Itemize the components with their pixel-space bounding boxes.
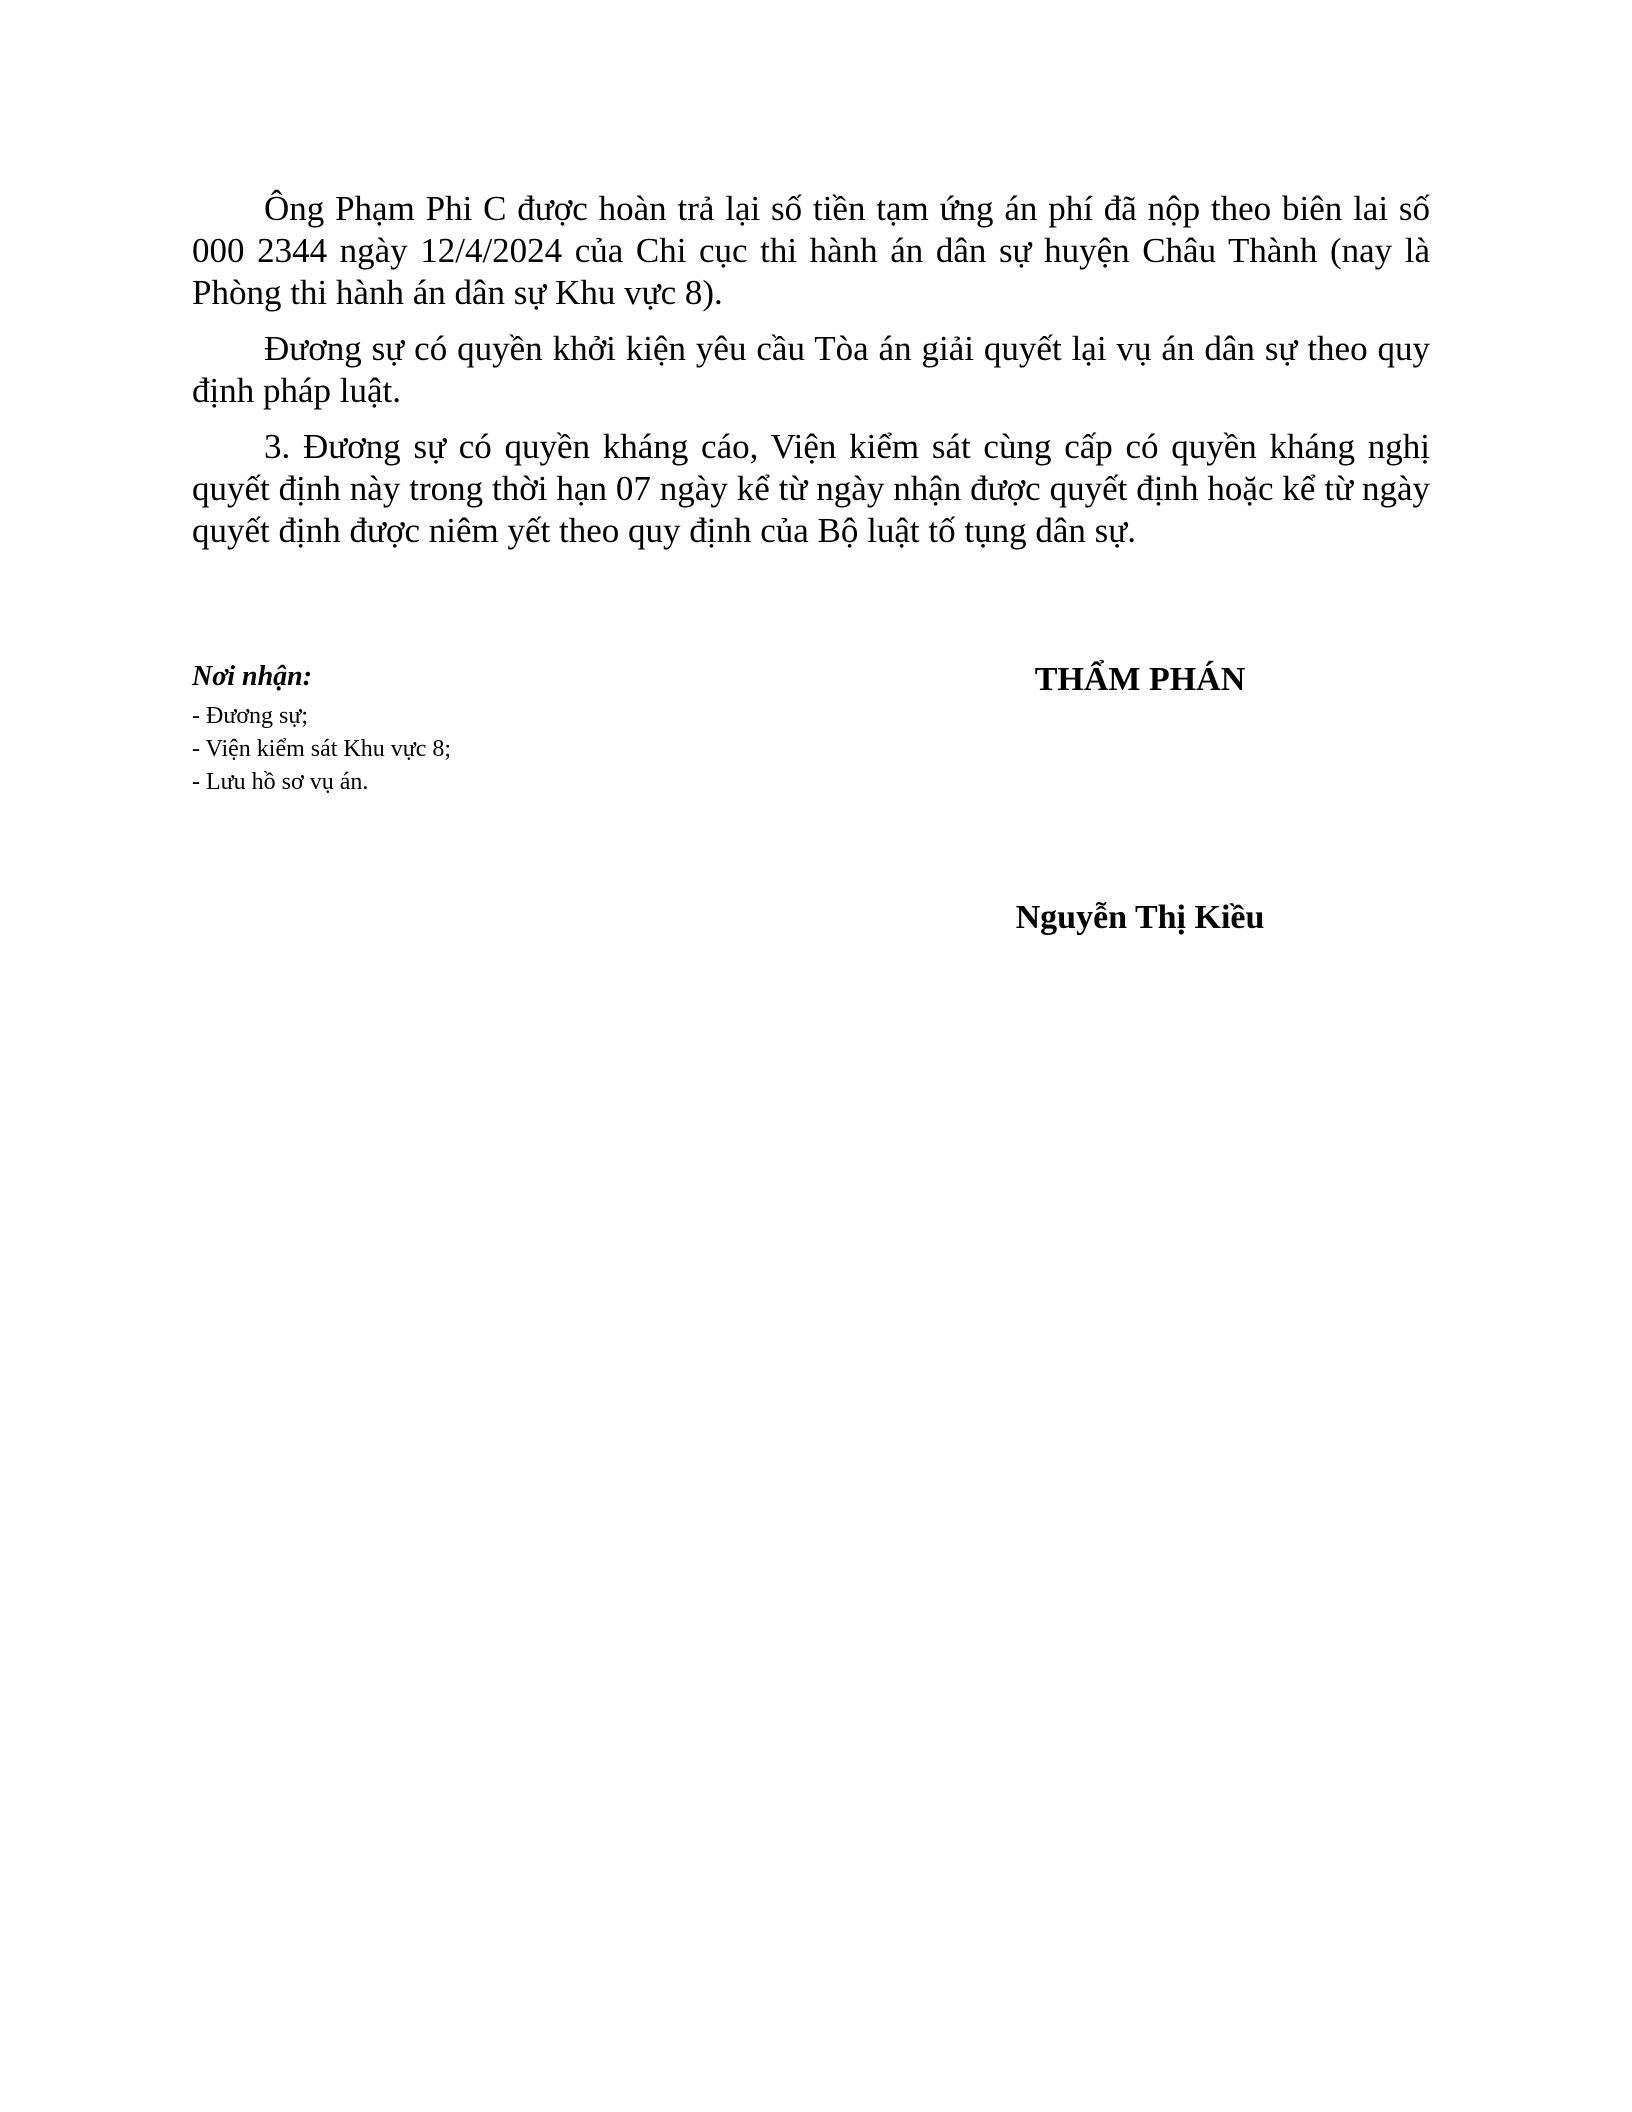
paragraph-refund: Ông Phạm Phi C được hoàn trả lại số tiền tạm ứng án phí đã nộp theo biên lai số 000 2344 ngày 12/4/2024 của Chi cục thi hành án dân sự huyện Châu Thành (nay là Phòng thi hành án dân sự Khu vực 8). [192, 189, 1430, 312]
paragraph-appeal-rights: 3. Đương sự có quyền kháng cáo, Viện kiểm sát cùng cấp có quyền kháng nghị quyết định này trong thời hạn 07 ngày kể từ ngày nhận được quyết định hoặc kể từ ngày quyết định được niêm yết theo quy định của Bộ luật tố tụng dân sự. [192, 427, 1430, 550]
recipients-title: Nơi nhận: [192, 661, 313, 692]
recipients-block [192, 660, 752, 799]
signer-title: THẨM PHÁN [1034, 661, 1246, 698]
signer-name: Nguyễn Thị Kiều [1015, 899, 1265, 936]
recipient-item: - Lưu hồ sơ vụ án. [192, 769, 369, 795]
recipients-list [192, 700, 752, 799]
document-body [192, 188, 1430, 566]
paragraph-right-to-sue: Đương sự có quyền khởi kiện yêu cầu Tòa án giải quyết lại vụ án dân sự theo quy định pháp luật. [192, 329, 1430, 410]
recipient-item: - Viện kiểm sát Khu vực 8; [192, 736, 452, 762]
recipient-item: - Đương sự; [192, 703, 309, 729]
